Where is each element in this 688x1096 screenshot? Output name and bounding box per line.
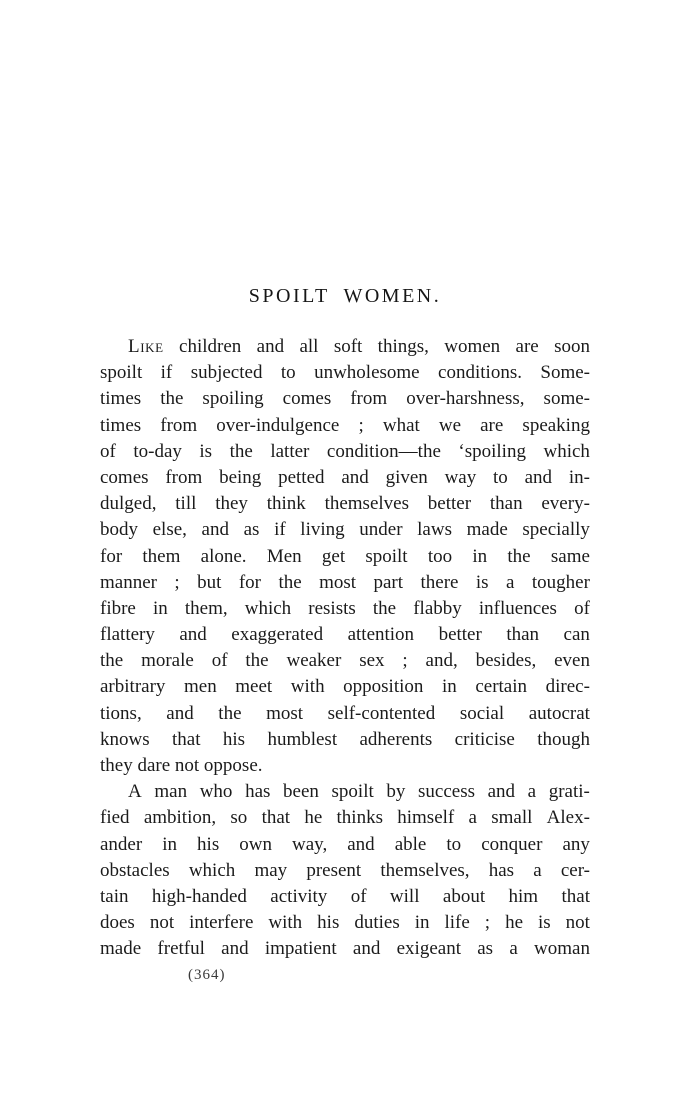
word: a [527, 781, 537, 803]
word: alone. [200, 545, 247, 567]
word: who [199, 781, 233, 803]
word: in [162, 833, 178, 855]
word: subjected [190, 362, 263, 384]
word: ambition, [143, 807, 217, 829]
word: not [565, 912, 590, 934]
word: comes [282, 388, 332, 410]
word: as [243, 519, 260, 541]
word: by [386, 781, 406, 803]
word: the [278, 571, 302, 593]
word: fretful [157, 938, 205, 960]
word: which [188, 859, 236, 881]
word: morale [141, 650, 194, 672]
text-line [100, 936, 590, 962]
text-line [100, 334, 590, 360]
word: than [506, 624, 540, 646]
word: tain [100, 885, 129, 907]
word: which [543, 440, 590, 462]
word: comes [100, 466, 149, 488]
text-line [100, 805, 590, 831]
word: we [438, 414, 462, 436]
word: children [179, 336, 242, 357]
word: every- [541, 493, 590, 515]
word: flabby [413, 597, 462, 619]
word: arbitrary [100, 676, 166, 698]
word: better [427, 493, 472, 515]
word: conditions. [438, 362, 522, 384]
word: a [509, 938, 518, 960]
word: in [414, 912, 430, 934]
word: may [254, 859, 288, 881]
word: fied [100, 807, 130, 829]
word: and [256, 336, 285, 357]
word: that [172, 728, 201, 750]
word: than [489, 493, 523, 515]
text-line [100, 648, 590, 674]
word: in- [568, 466, 590, 488]
word: A [128, 781, 142, 803]
word: exaggerated [231, 624, 324, 646]
word: body [100, 519, 138, 541]
word: small [491, 807, 533, 829]
text-line [100, 779, 590, 805]
word: ; [484, 912, 491, 934]
word: a [533, 859, 542, 881]
word: success [418, 781, 475, 803]
word: made [466, 519, 508, 541]
word: way [444, 466, 477, 488]
text-line [100, 858, 590, 884]
word: attention [347, 624, 415, 646]
word: impatient [264, 938, 337, 960]
word: if [274, 519, 286, 541]
word: and [166, 702, 194, 724]
word: able [394, 833, 427, 855]
page-number: (364) [188, 966, 226, 983]
word: dulged, [100, 493, 157, 515]
word: for [238, 571, 262, 593]
word: will [389, 885, 420, 907]
word: does [100, 912, 135, 934]
word: and [487, 781, 516, 803]
word: from [350, 388, 388, 410]
word: a [506, 571, 515, 593]
word: and, [425, 650, 458, 672]
word: to [493, 466, 508, 488]
word: of [100, 440, 116, 462]
text-line [100, 465, 590, 491]
word: weaker [286, 650, 342, 672]
text-line [100, 439, 590, 465]
word: has [245, 781, 271, 803]
word: ander [100, 833, 143, 855]
word: social [459, 702, 505, 724]
text-line [100, 386, 590, 412]
word: the [229, 440, 253, 462]
word: all [299, 336, 319, 357]
word: besides, [475, 650, 537, 672]
word: humblest [267, 728, 338, 750]
word: grati- [548, 781, 590, 803]
text-line [100, 701, 590, 727]
word: women [444, 336, 501, 357]
word: for [100, 545, 123, 567]
word: themselves, [380, 859, 470, 881]
word: can [563, 624, 590, 646]
word: soon [554, 336, 590, 357]
text-line [100, 910, 590, 936]
word: ; [402, 650, 408, 672]
word: way, [292, 833, 328, 855]
word: the [160, 388, 184, 410]
word: present [306, 859, 362, 881]
word: and [341, 466, 369, 488]
word: himself [397, 807, 455, 829]
word: activity [270, 885, 328, 907]
word: are [480, 414, 504, 436]
word: made [100, 938, 142, 960]
paragraph [100, 779, 590, 962]
word: he [505, 912, 523, 934]
page-title: SPOILT WOMEN. [248, 285, 442, 307]
text-line [100, 544, 590, 570]
word: thinks [336, 807, 383, 829]
word: self-contented [327, 702, 436, 724]
word: over-harshness, [406, 388, 525, 410]
word: from [165, 466, 203, 488]
word: same [550, 545, 590, 567]
word: he [304, 807, 323, 829]
word: his [197, 833, 220, 855]
word: the [218, 702, 242, 724]
text-line [100, 360, 590, 386]
word: criticise [454, 728, 515, 750]
word: they [215, 493, 248, 515]
word: being [219, 466, 262, 488]
word: though [537, 728, 590, 750]
word: even [554, 650, 590, 672]
word: over-indulgence [216, 414, 340, 436]
word: exigeant [396, 938, 461, 960]
text-line [100, 570, 590, 596]
word: him [508, 885, 539, 907]
word: latter [270, 440, 310, 462]
word: ‘spoiling [458, 440, 526, 462]
word: to [446, 833, 462, 855]
word: to [280, 362, 296, 384]
word: there [420, 571, 459, 593]
word: any [562, 833, 590, 855]
word: living [300, 519, 345, 541]
word: them, [184, 597, 228, 619]
word: with [290, 676, 325, 698]
word: spoilt [331, 781, 374, 803]
word: interfere [189, 912, 254, 934]
word: that [261, 807, 291, 829]
word: think [266, 493, 306, 515]
word: condition—the [326, 440, 441, 462]
word: in [472, 545, 488, 567]
word: if [160, 362, 173, 384]
word: of [350, 885, 367, 907]
word: and [352, 938, 381, 960]
word: been [283, 781, 319, 803]
word: are [515, 336, 539, 357]
word: times [100, 388, 142, 410]
word: times [100, 414, 142, 436]
word: cer- [560, 859, 590, 881]
word: woman [534, 938, 590, 960]
text-line [100, 596, 590, 622]
word: certain [475, 676, 528, 698]
word: and [524, 466, 553, 488]
word: is [199, 440, 213, 462]
word: Alex- [546, 807, 590, 829]
word: not [149, 912, 175, 934]
word: direc- [545, 676, 590, 698]
word: of [574, 597, 590, 619]
word: soft [333, 336, 363, 357]
word: to-day [133, 440, 182, 462]
word: life [444, 912, 470, 934]
word: else, [152, 519, 187, 541]
word: in [441, 676, 457, 698]
word: has [488, 859, 515, 881]
word: what [382, 414, 420, 436]
word: spoilt [365, 545, 408, 567]
word: speaking [522, 414, 590, 436]
word: most [266, 702, 304, 724]
word: but [197, 571, 222, 593]
word: men [183, 676, 217, 698]
word: the [372, 597, 397, 619]
word: adherents [359, 728, 433, 750]
word: unwholesome [314, 362, 420, 384]
text-line [100, 674, 590, 700]
word: specially [522, 519, 590, 541]
word: and [179, 624, 207, 646]
word: his [222, 728, 246, 750]
word: ; [174, 571, 180, 593]
word: resists [308, 597, 356, 619]
word: spoiling [202, 388, 264, 410]
word: and [221, 938, 249, 960]
word: Men [266, 545, 302, 567]
word: sex [359, 650, 385, 672]
word: too [427, 545, 453, 567]
word: the [100, 650, 124, 672]
word: Some- [540, 362, 590, 384]
word: is [537, 912, 551, 934]
word: and [347, 833, 375, 855]
word: get [321, 545, 346, 567]
text-line [100, 832, 590, 858]
word: knows [100, 728, 150, 750]
word: petted [278, 466, 325, 488]
word: opposition [343, 676, 424, 698]
word: ; [358, 414, 364, 436]
word: and [201, 519, 229, 541]
word: themselves [324, 493, 409, 515]
word: conquer [481, 833, 543, 855]
word: meet [235, 676, 273, 698]
word: duties [354, 912, 400, 934]
word: under [359, 519, 403, 541]
word: fibre [100, 597, 136, 619]
word: influences [478, 597, 557, 619]
word: given [385, 466, 428, 488]
word: part [373, 571, 404, 593]
word: manner [100, 571, 157, 593]
word: things, [377, 336, 429, 357]
paragraph [100, 334, 590, 779]
text-line [100, 413, 590, 439]
word: tions, [100, 702, 142, 724]
word: as [477, 938, 494, 960]
word: so [230, 807, 248, 829]
word: obstacles [100, 859, 170, 881]
word: a [468, 807, 477, 829]
word: is [475, 571, 489, 593]
word: his [317, 912, 340, 934]
word: autocrat [528, 702, 590, 724]
word: most [319, 571, 357, 593]
word: laws [417, 519, 452, 541]
word: man [154, 781, 188, 803]
text-line [100, 622, 590, 648]
word: till [175, 493, 197, 515]
text-line: they dare not oppose. [100, 755, 263, 776]
word: spoilt [100, 362, 143, 384]
word: in [152, 597, 168, 619]
word: the [507, 545, 531, 567]
word: them [142, 545, 181, 567]
word: from [160, 414, 198, 436]
word: flattery [100, 624, 155, 646]
word: tougher [531, 571, 590, 593]
word: some- [543, 388, 590, 410]
word: own [239, 833, 272, 855]
text-block [100, 334, 590, 963]
text-line [100, 727, 590, 753]
word: about [442, 885, 486, 907]
word: better [438, 624, 482, 646]
word: Like [128, 336, 164, 357]
word: that [561, 885, 590, 907]
word: with [268, 912, 303, 934]
word: which [244, 597, 292, 619]
word: the [245, 650, 269, 672]
text-line [100, 491, 590, 517]
word: high-handed [151, 885, 247, 907]
text-line [100, 517, 590, 543]
text-line [100, 884, 590, 910]
word: of [211, 650, 228, 672]
